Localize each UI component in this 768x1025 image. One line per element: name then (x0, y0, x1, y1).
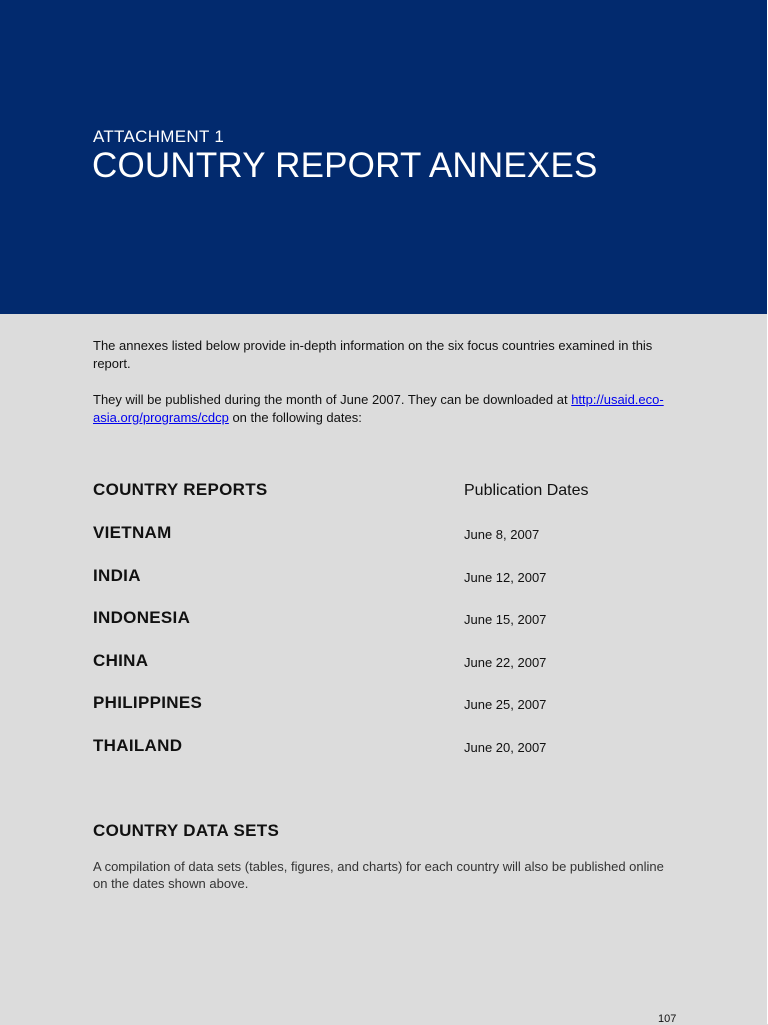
country-name: INDIA (93, 566, 141, 585)
publication-date: June 12, 2007 (464, 570, 547, 585)
download-paragraph (93, 391, 673, 427)
page-number: 107 (658, 1013, 677, 1025)
title-banner (0, 0, 767, 314)
data-sets-body: A compilation of data sets (tables, figures, and charts) for each country will also be published online on the dates shown above. (93, 859, 664, 891)
country-name: VIETNAM (93, 523, 172, 542)
reports-header: COUNTRY REPORTS (93, 480, 268, 499)
publication-date: June 22, 2007 (464, 655, 547, 670)
report-row (93, 608, 673, 632)
country-name: PHILIPPINES (93, 693, 203, 712)
publication-date: June 15, 2007 (464, 612, 547, 627)
country-name: INDONESIA (93, 608, 191, 627)
report-row (93, 566, 673, 590)
intro-paragraph: The annexes listed below provide in-depth information on the six focus countries examined in this report. (93, 338, 653, 371)
report-row (93, 523, 673, 547)
publication-date: June 8, 2007 (464, 527, 540, 542)
dates-header: Publication Dates (464, 482, 589, 499)
publication-date: June 20, 2007 (464, 740, 547, 755)
report-row (93, 651, 673, 675)
publication-date: June 25, 2007 (464, 697, 547, 712)
download-link[interactable]: http://usaid.eco-asia.org/programs/cdcp (93, 392, 664, 425)
report-row (93, 693, 673, 717)
download-text-tail: on the following dates: (228, 410, 362, 425)
report-row (93, 736, 673, 760)
download-text: They will be published during the month of June 2007. They can be downloaded at (93, 392, 572, 407)
data-sets-heading: COUNTRY DATA SETS (93, 821, 280, 840)
country-name: THAILAND (93, 736, 183, 755)
attachment-label: ATTACHMENT 1 (93, 127, 225, 146)
country-name: CHINA (93, 651, 149, 670)
page-title: COUNTRY REPORT ANNEXES (92, 146, 598, 185)
